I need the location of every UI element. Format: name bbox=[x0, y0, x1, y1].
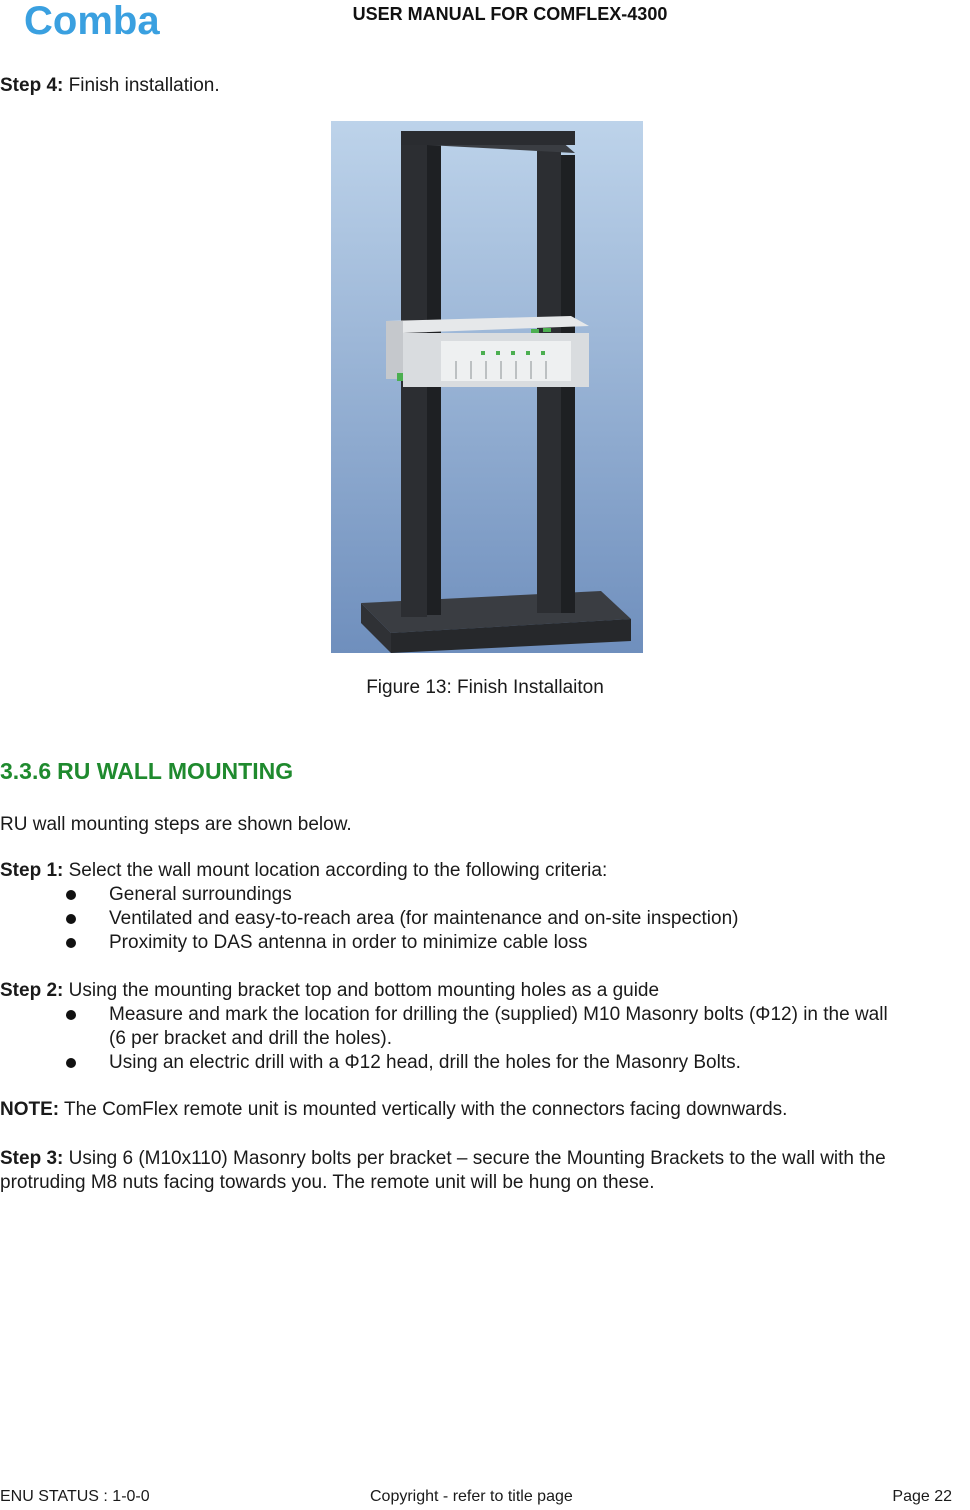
bullet-icon bbox=[66, 1058, 76, 1068]
step2-paragraph bbox=[0, 979, 659, 1003]
comba-logo-text: Comba bbox=[24, 0, 160, 43]
bullet-icon bbox=[66, 914, 76, 924]
step4-paragraph bbox=[0, 74, 220, 98]
list-item: Measure and mark the location for drilling the (supplied) M10 Masonry bolts (Φ12) in the wall bbox=[0, 1003, 888, 1027]
intro-paragraph: RU wall mounting steps are shown below. bbox=[0, 814, 352, 835]
footer-page-number: Page 22 bbox=[892, 1488, 952, 1505]
step2-text: Using the mounting bracket top and bottom mounting holes as a guide bbox=[63, 980, 660, 1001]
figure-13-rack-image bbox=[331, 121, 643, 653]
bullet-icon bbox=[66, 890, 76, 900]
header-title: USER MANUAL FOR COMFLEX-4300 bbox=[352, 4, 668, 24]
list-item: Proximity to DAS antenna in order to minimize cable loss bbox=[0, 931, 739, 955]
section-number: 3.3.6 bbox=[0, 758, 52, 784]
footer-status: ENU STATUS : 1-0-0 bbox=[0, 1488, 150, 1505]
step2-bullet-list bbox=[0, 1003, 888, 1075]
step1-text: Select the wall mount location according to the following criteria: bbox=[63, 860, 608, 881]
step3-line1: Using 6 (M10x110) Masonry bolts per bracket – secure the Mounting Brackets to the wall with the bbox=[63, 1148, 886, 1169]
list-item: Ventilated and easy-to-reach area (for maintenance and on-site inspection) bbox=[0, 907, 739, 931]
step2-label: Step 2: bbox=[0, 980, 64, 1001]
list-item: Using an electric drill with a Φ12 head, drill the holes for the Masonry Bolts. bbox=[0, 1051, 888, 1075]
step1-paragraph bbox=[0, 859, 607, 883]
step4-label: Step 4: bbox=[0, 75, 64, 96]
note-paragraph bbox=[0, 1098, 787, 1122]
footer-copyright: Copyright - refer to title page bbox=[370, 1488, 573, 1505]
step3-line2: protruding M8 nuts facing towards you. The remote unit will be hung on these. bbox=[0, 1172, 655, 1193]
step3-paragraph bbox=[0, 1147, 886, 1171]
step4-text: Finish installation. bbox=[63, 75, 220, 96]
comba-logo bbox=[22, 0, 212, 44]
bullet-icon bbox=[66, 938, 76, 948]
figure-caption: Figure 13: Finish Installaiton bbox=[366, 677, 604, 698]
list-item: General surroundings bbox=[0, 883, 739, 907]
section-title: RU WALL MOUNTING bbox=[57, 758, 294, 784]
step1-bullet-list bbox=[0, 883, 739, 955]
step3-label: Step 3: bbox=[0, 1148, 64, 1169]
step1-label: Step 1: bbox=[0, 860, 64, 881]
section-heading bbox=[0, 758, 293, 785]
note-label: NOTE: bbox=[0, 1099, 60, 1120]
bullet-icon bbox=[66, 1010, 76, 1020]
list-item-continuation: (6 per bracket and drill the holes). bbox=[109, 1028, 393, 1049]
note-text: The ComFlex remote unit is mounted vertically with the connectors facing downwards. bbox=[59, 1099, 788, 1120]
